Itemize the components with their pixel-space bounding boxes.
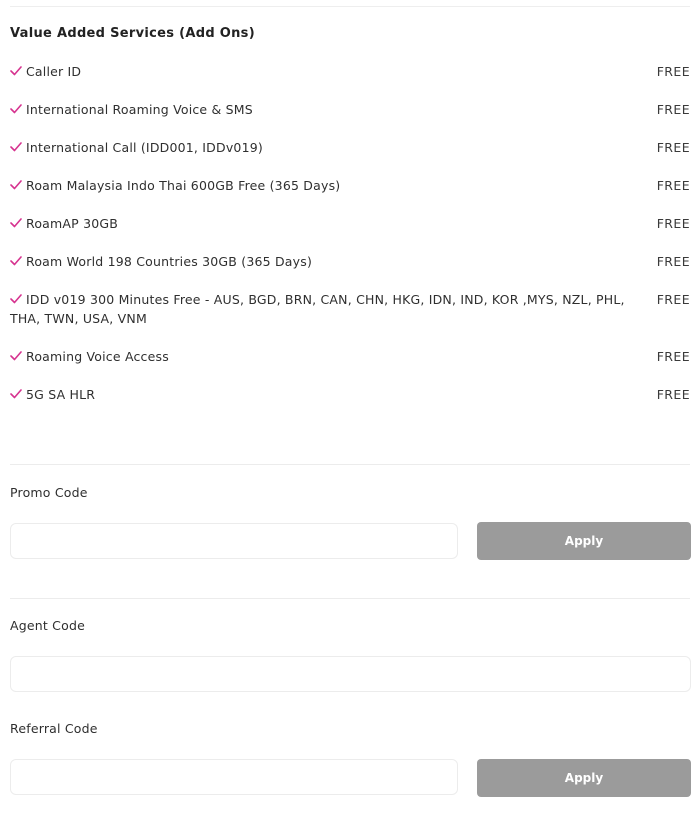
addon-price: FREE (656, 387, 690, 402)
addon-price: FREE (656, 292, 690, 307)
addon-item (10, 138, 690, 157)
checkmark-icon (10, 142, 22, 152)
agent-code-label: Agent Code (10, 618, 85, 633)
addon-name: Roam World 198 Countries 30GB (365 Days) (26, 254, 313, 269)
referral-code-label: Referral Code (10, 721, 98, 736)
addon-price: FREE (656, 64, 690, 79)
addon-name: IDD v019 300 Minutes Free - AUS, BGD, BRN, CAN, CHN, HKG, IDN, IND, KOR ,MYS, NZL, PHL, THA, TWN, USA, VNM (10, 292, 625, 326)
addon-price: FREE (656, 216, 690, 231)
addon-price: FREE (656, 178, 690, 193)
checkmark-icon (10, 104, 22, 114)
addon-item (10, 62, 690, 81)
promo-code-label: Promo Code (10, 485, 88, 500)
addon-item (10, 252, 690, 271)
checkmark-icon (10, 294, 22, 304)
referral-apply-button[interactable]: Apply (477, 759, 691, 797)
promo-code-input[interactable] (10, 523, 458, 559)
addon-name: 5G SA HLR (26, 387, 96, 402)
checkmark-icon (10, 256, 22, 266)
addon-name: International Roaming Voice & SMS (26, 102, 253, 117)
addon-price: FREE (656, 254, 690, 269)
addon-item (10, 176, 690, 195)
section-divider (10, 598, 690, 599)
addon-price: FREE (656, 140, 690, 155)
addon-name: Roam Malaysia Indo Thai 600GB Free (365 Days) (26, 178, 341, 193)
addon-name: RoamAP 30GB (26, 216, 119, 231)
addon-item (10, 347, 690, 366)
addon-price: FREE (656, 102, 690, 117)
addon-item (10, 100, 690, 119)
addon-name: International Call (IDD001, IDDv019) (26, 140, 263, 155)
checkmark-icon (10, 66, 22, 76)
referral-code-input[interactable] (10, 759, 458, 795)
addon-name: Roaming Voice Access (26, 349, 169, 364)
addon-item (10, 214, 690, 233)
addon-price: FREE (656, 349, 690, 364)
addon-name: Caller ID (26, 64, 82, 79)
top-divider (10, 6, 690, 7)
checkmark-icon (10, 351, 22, 361)
addons-section-title: Value Added Services (Add Ons) (10, 26, 255, 41)
checkmark-icon (10, 389, 22, 399)
checkmark-icon (10, 218, 22, 228)
addon-item (10, 385, 690, 404)
promo-apply-button[interactable]: Apply (477, 522, 691, 560)
addon-item (10, 290, 690, 328)
checkmark-icon (10, 180, 22, 190)
agent-code-input[interactable] (10, 656, 691, 692)
section-divider (10, 464, 690, 465)
